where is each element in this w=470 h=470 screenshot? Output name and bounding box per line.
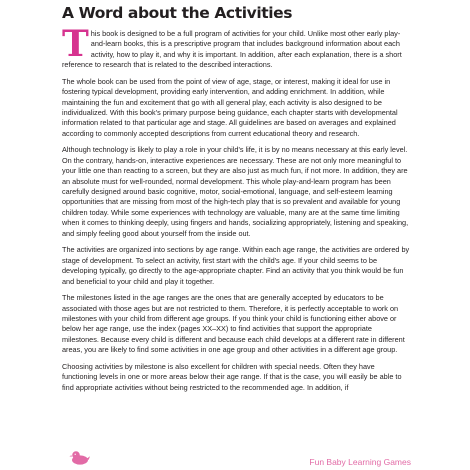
body-paragraph-3: The activities are organized into sections by age range. Within each age range, the activities are ordered by stage of development. To select an activity, first start with the child's age. If your child seems to be developing typically, go directly to the age-appropriate chapter. Find an activity that you think would be fun and beneficial to your child and play it together. <box>62 245 410 286</box>
body-paragraph-5: Choosing activities by milestone is also excellent for children with special needs. Often they have functioning levels in one or more areas below their age range. If that is the case, you will easily be able to find appropriate activities without being restricted to the recommended age. In addition, if <box>62 361 402 392</box>
intro-text: his book is designed to be a full program of activities for your child. Unlike most other early play-and-learn books, this is a prescriptive program that includes background information about each activity, how to play it, and why it is important. In addition, after each explanation, there is a short reference to research that is related to the described interactions. <box>62 29 402 70</box>
body-paragraph-1: The whole book can be used from the point of view of age, stage, or interest, making it ideal for use in fostering typical development, providing early intervention, and adding enrichment. In addition, while maintaining the fun and excitement that go with all general play, each activity is also designed to be individualized. With this book's primary purpose being guidance, each chapter starts with developmental information related to that particular age and stage. All guidelines are based on averages and explained according to commonly accepted descriptions from current educational theory and research. <box>62 76 398 138</box>
body-paragraph-2: Although technology is likely to play a role in your child's life, it is by no means necessary at this early level. On the contrary, hands-on, interactive experiences are necessary. These are not only more meaningful to your little one than reacting to a screen, but they are also just as much fun, if not more. In addition, they are an absolute must for well-rounded, normal development. This whole play-and-learn program has been carefully designed around basic cognitive, motor, social-emotional, language, and self-esteem learning opportunities that are missing from most of the high-tech play that is so prevalent and available for young children today. While some experiences with technology are valuable, many are at the same time limiting when it comes to thinking deeply, using fingers and hands, socializing appropriately, listening and speaking, and simply feeling good about yourself from the inside out. <box>62 145 409 238</box>
intro-paragraph <box>62 23 410 71</box>
body-paragraph-4: The milestones listed in the age ranges are the ones that are generally accepted by educators to be associated with those ages but are not restricted to them. Therefore, it is perfectly acceptable to work on milestones with your child from different age groups. If you think your child is functioning either above or below her age range, use the index (pages XX–XX) to find activities that support the appropriate milestones. Because every child is different and because each child develops at a different rate in different areas, you are likely to find some activities in one age group and other activities in a different age group. <box>62 293 405 355</box>
drop-cap: T <box>62 23 89 65</box>
rubber-duck-icon <box>69 449 91 465</box>
page-title: A Word about the Activities <box>62 4 293 22</box>
footer-book-title: Fun Baby Learning Games <box>309 457 411 467</box>
page-content <box>62 4 410 399</box>
